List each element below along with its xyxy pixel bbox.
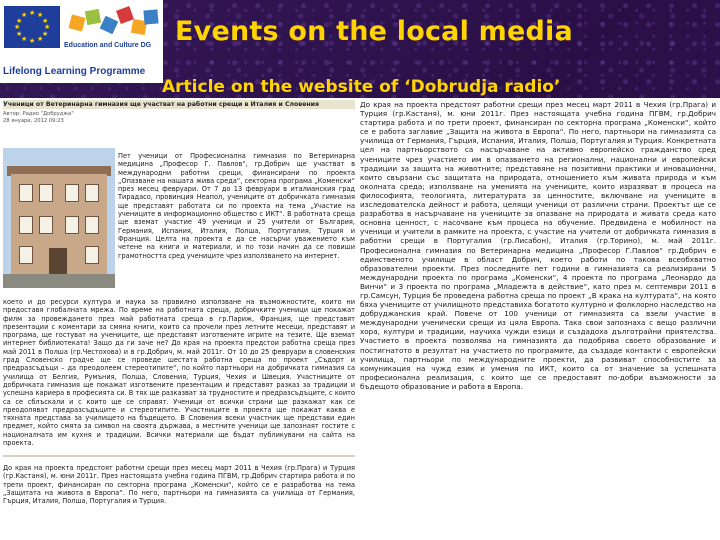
- school-building-photo: [3, 148, 115, 288]
- article-screenshot: [0, 98, 720, 540]
- ground: [3, 274, 115, 288]
- article-text-top: [118, 152, 355, 297]
- article-text-foot: [3, 464, 355, 538]
- article-paragraph: Пет ученици от Професионална гимназия по Ветеринарна медицина „Професор Г. Павлов“, гр.Добрич ще участват в международни работни срещи, финансирани по проекта „Опазване на нашата жива среда“, секторна програма „Коменски“ през месец февруари. От 7 до 13 февруари в италианския град Тирадасо, провинция Неапол, учениците от добричката гимназия ще представят работата си по проекта на тема „Участие на учениците в информационно общество с ИКТ“. В работната среща ще вземат участие 49 ученици и 25 учители от България, Германия, Испания, Италия, Полша, Португалия, Турция и Франция. Целта на проекта е да се насърчи уважението към четене на книги и материали, и по този начин да се повиши грамотността сред учениците чрез използването на интернет.: [118, 152, 355, 260]
- article-paragraph: До края на проекта предстоят работни срещи през месец март 2011 в Чехия (гр.Прага) и Турция (гр.Кастаня), м. юни 2011г. През настоящата учебна година ПГВМ, гр.Добрич стартира работа и по трети проект, финансиран по секторна програма „Коменски“, който се е работа заглавие „Защита на живота в Европа“. По него, партньори на гимназията са училища от Германия, Гърция, Испания, Италия, Полша, Португалия и Турция. Конкретната цел на партньорството са насърчаване на активно европейско гражданство сред учениците чрез участието им в опазването на регионални, национални и европейски традиции за защита на животните; представяне на позитивни практики и иновационни, които свързани със защитата на природата, отношението към живата природа и към околната среда; използване на уменията на учениците, които изразяват в процеса на философията, теологията, литературата за ценностите, включване на учениците в изследователска дейност и работа, целящи ученици от различни страни. Проектът ще се разработва в насърчаване на учениците за опазване на природата и живата среда като основна ценност, с насочване към процеса на обучение. Предвидена е мобилност на ученици и учители в рамките на проекта, с участие на учители от добричката гимназия в работни срещи в Португалия (гр.Лисабон), Италия (гр.Торино), м. май 2011г. Професионална гимназия по Ветеринарна медицина „Професор Г.Павлов“ гр.Добрич е единственото училище в област Добрич, което работи по такова всеобхватно образователни проекти. През последните пет години в гимназията са реализирани 5 международни проекта по програма „Коменски“, 4 проекта по програма „Леонардо да Винчи“ и 3 проекта по програма „Младежта в действие“, като през м. септември 2011 в гр.Самсун, Турция бе проведена работна среща по проект „В крака на културата“, на която бяха учениците от училищното представиха богатото културно и фолклорно наследство на добруджанския край. Повече от 100 ученици от гимназията са взели участие в международни ученически срещи из цяла Европа. Така свои запознаха с вещо различни хора, култури и традиции, научиха чужди езици и създадоха дълготрайни приятелства. Участието в проекта позволява на гимназията да подобрява своето образование и постигнатото в резултат на участието по програмите, да създаде контакти с европейски училища, партньори по международните проекти, да развиват способностите за комуникация на чужд език и умения по ИКТ, които са от значение за успешната професионална реализация, с които ще се предоставят по-добри възможности за бъдещото образование и работа в Европа.: [360, 100, 716, 391]
- divider: [3, 455, 355, 457]
- slide-title: Events on the local media: [175, 16, 573, 47]
- education-culture-dg-logo: [66, 6, 158, 38]
- article-headline: Ученици от Ветеринарна гимназия ще участват на работни срещи в Италия и Словения: [3, 100, 355, 109]
- article-text-right: [360, 100, 716, 538]
- article-text-bottom: [3, 298, 355, 448]
- slide-subtitle: Article on the website of ‘Dobrudja radio’: [162, 77, 561, 97]
- article-paragraph: което и до ресурси култура и наука за правилно използване на възможностите, които ни предоставя глобалната мрежа. По време на работната среща, добричките ученици ще покажат филм за провеждането през май работната среща в гр.Париж, Франция, ще представят презентации с коментари за смяна книги, които са прочели през летните месеци, представят и програма, ще гостуват на учениците, ще представят изготвените игрите на тезите. Ще вземат интернет библиотеката! Защо да ги заче не? До края на проекта предстои работна среща през май 2011 в Полша (гр.Честохова) и в гр.Добрич, м. май 2011г. От 10 до 25 февруари в словенския град Словенско градче ще се проведе шестата работна среща по проект „Съдорт и предразсъдъци – да преодолеем стереотипите“, по който партньори на добричката гимназия са училища от Белгия, Румъния, Полша, Словения, Турция, Чехия и Швеция. Участниците от добричката гимназия ще покажат изготвените презентации и представят разказ за традиции и успешна кариера в професията си. В тях ще разказват за трудностите и предразсъдъците, с които са се сблъскали и с които ще се справят. Ученици от всички страни ще разкажат как се преодоляват предразсъдъците и стереотипите. Участниците в проекта ще покажат каква е тяхната представа за училището на бъдещето. В Словения всеки участник ще представи един предмет, който смята за символ на своята държава, а местните ученици ще запознаят гостите с националната им кухня и традиции. Всички материали ще бъдат публикувани на сайта на проекта.: [3, 298, 355, 448]
- article-date: 28 януари, 2012 09:23: [3, 118, 64, 124]
- dg-label: Education and Culture DG: [64, 42, 152, 49]
- article-meta: [3, 111, 74, 125]
- programme-label: Lifelong Learning Programme: [3, 66, 146, 77]
- eu-flag-logo: ★ ★ ★ ★ ★ ★ ★ ★ ★ ★ ★ ★: [4, 6, 60, 48]
- article-author: Автор: Радио "Добруджа": [3, 111, 74, 117]
- building-door: [49, 248, 67, 274]
- article-paragraph: До края на проекта предстоят работни срещи през месец март 2011 в Чехия (гр.Прага) и Турция (гр.Кастаня), м. юни 2011г. През настоящата учебна година ПГВМ, гр.Добрич стартира работа и по трети проект, финансиран по секторна програма „Коменски“, който се е разработва на тема „Защитата на живота в Европа“. По него, партньори на гимназията са училища от Германия, Гърция, Италия, Полша, Португалия и Турция.: [3, 464, 355, 506]
- logo-panel: [0, 0, 163, 83]
